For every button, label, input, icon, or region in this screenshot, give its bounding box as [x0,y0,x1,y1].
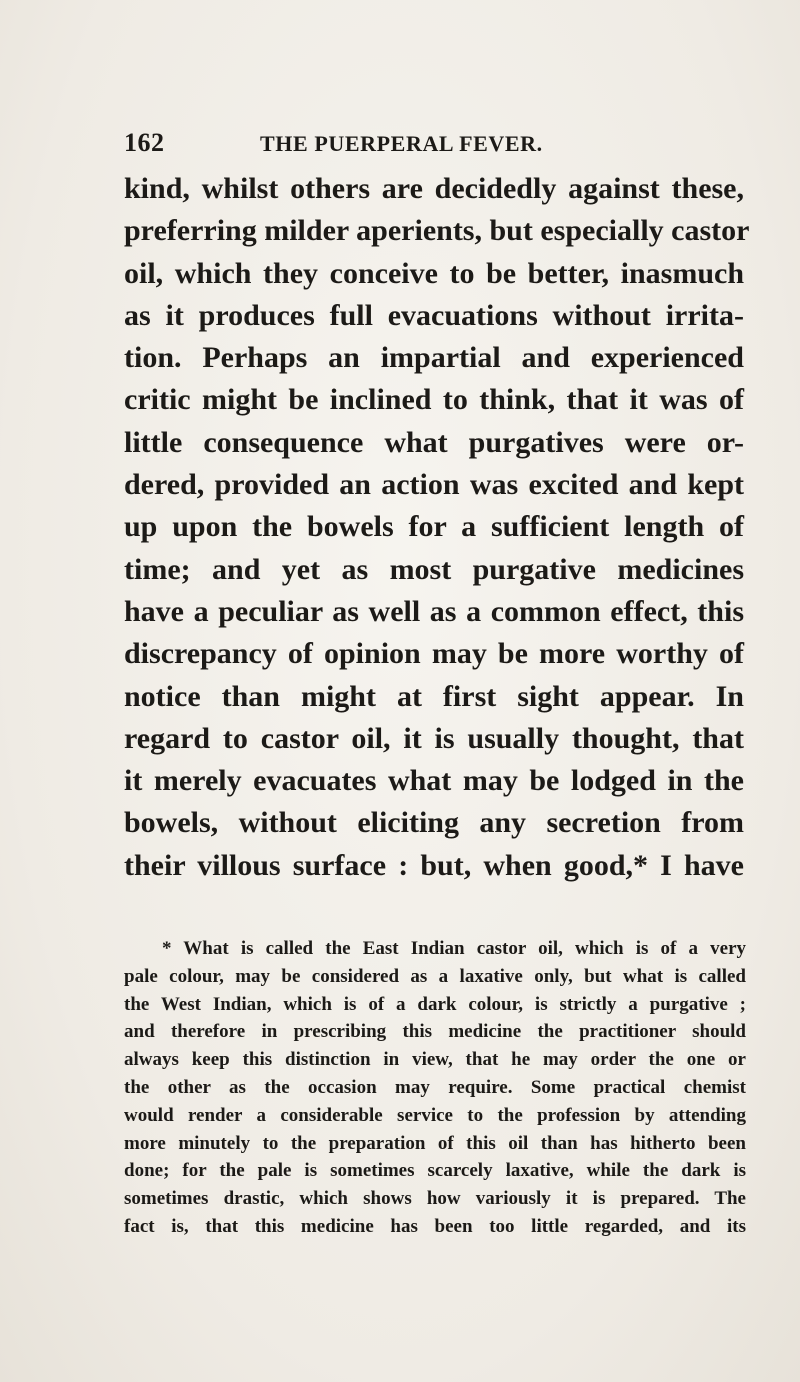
footnote-line: fact is, that this medicine has been too little regarded, and its [124,1215,746,1237]
footnote [124,935,746,1241]
footnote-line: the West Indian, which is of a dark colour, is strictly a purgative ; [124,993,746,1015]
body-line: tion. Perhaps an impartial and experienced [124,341,744,375]
body-line: little consequence what purgatives were or- [124,425,744,459]
footnote-line: and therefore in prescribing this medicine the practitioner should [124,1021,746,1043]
body-line: critic might be inclined to think, that it was of [124,383,744,417]
footnote-line: sometimes drastic, which shows how variously it is prepared. The [124,1188,746,1210]
body-line: dered, provided an action was excited and kept [124,468,744,502]
page-header [124,128,684,164]
body-line: regard to castor oil, it is usually thought, that [124,721,744,755]
body-line: kind, whilst others are decidedly against these, [124,172,744,205]
footnote-line: pale colour, may be considered as a laxative only, but what is called [124,965,746,987]
page-number: 162 [124,128,165,157]
footnote-line: always keep this distinction in view, that he may order the one or [124,1049,746,1071]
body-line: have a peculiar as well as a common effect, this [124,594,744,628]
body-line: bowels, without eliciting any secretion from [124,806,744,840]
footnote-line: the other as the occasion may require. Some practical chemist [124,1076,746,1098]
body-text [124,168,750,887]
body-line: it merely evacuates what may be lodged in the [124,764,744,798]
body-line: time; and yet as most purgative medicines [124,552,744,586]
running-head: THE PUERPERAL FEVER. [260,131,543,156]
body-line: up upon the bowels for a sufficient length of [124,510,744,544]
body-line: discrepancy of opinion may be more worthy of [124,637,744,671]
body-line: as it produces full evacuations without irrita- [124,298,744,332]
body-line: their villous surface : but, when good,* I have [124,848,744,882]
body-line: notice than might at first sight appear. In [124,679,744,713]
footnote-line: * What is called the East Indian castor oil, which is of a very [162,938,746,959]
footnote-line: done; for the pale is sometimes scarcely laxative, while the dark is [124,1160,746,1182]
footnote-line: would render a considerable service to the profession by attending [124,1104,746,1126]
body-line: oil, which they conceive to be better, inasmuch [124,256,744,290]
footnote-line: more minutely to the preparation of this oil than has hitherto been [124,1132,746,1154]
body-line: preferring milder aperients, but especially castor [124,214,750,248]
